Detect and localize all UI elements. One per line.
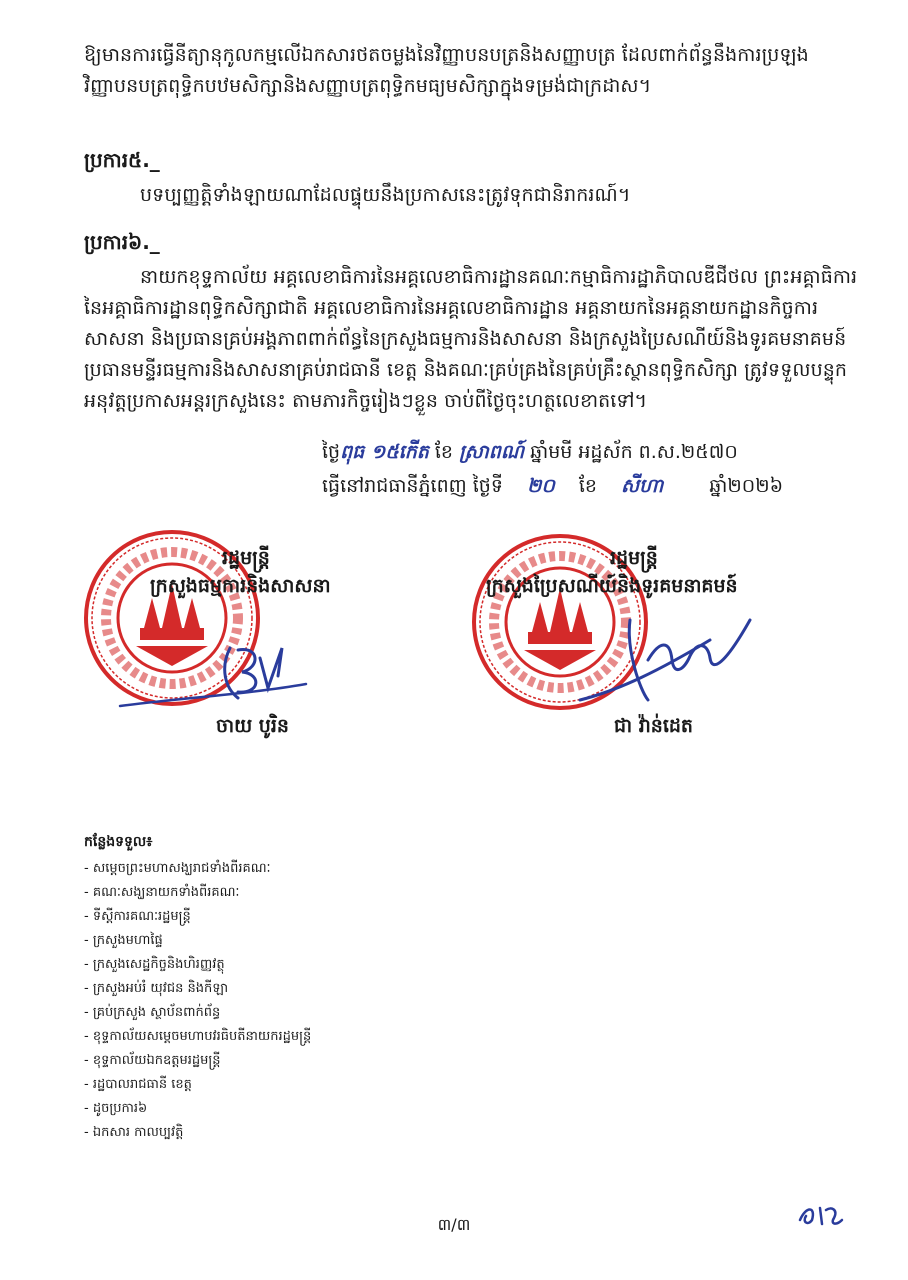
right-handwritten-signature [560,600,760,720]
lunar-year: ឆ្នាំមមី អដ្ឋស័ក ព.ស.២៥៧០ [530,441,738,463]
left-ministry-name: ក្រសួងធម្មការនិងសាសនា [150,575,331,597]
recipient-item: - ក្រសួងមហាផ្ទៃ [84,929,444,953]
recipients-list [84,832,444,1145]
recipient-item: - ដូចប្រការ៦ [84,1097,444,1121]
paragraph-continuation: ឱ្យមានការធ្វើនីត្យានុកូលកម្មលើឯកសារថតចម្លងនៃវិញ្ញាបនបត្រនិងសញ្ញាបត្រ ដែលពាក់ព័ន្ធនឹងការប្រឡងវិញ្ញាបនបត្រពុទ្ធិកបឋមសិក្សានិងសញ្ញាបត្រពុទ្ធិកមធ្យមសិក្សាក្នុងទម្រង់ជាក្រដាស។ [84,44,809,97]
left-minister-title: រដ្ឋមន្ត្រី [222,547,270,569]
solar-day-handwritten: ២០ [526,475,555,497]
recipient-item: - ទីស្ដីការគណៈរដ្ឋមន្ត្រី [84,905,444,929]
recipient-item: - គ្រប់ក្រសួង ស្ថាប័នពាក់ព័ន្ធ [84,1001,444,1025]
recipient-item: - ខុទ្ទកាល័យឯកឧត្តមរដ្ឋមន្ត្រី [84,1049,444,1073]
page-number: ៣/៣ [437,1215,471,1234]
lunar-date-line [322,440,738,468]
recipient-item: - រដ្ឋបាលរាជធានី ខេត្ត [84,1073,444,1097]
article-5-text: បទប្បញ្ញត្តិទាំងឡាយណាដែលផ្ទុយនឹងប្រកាសនេះត្រូវទុកជានិរាករណ៍។ [140,184,631,206]
recipient-item: - ក្រសួងអប់រំ យុវជន និងកីឡា [84,977,444,1001]
article-6-text: នាយកខុទ្ទកាល័យ អគ្គលេខាធិការនៃអគ្គលេខាធិការដ្ឋានគណៈកម្មាធិការដ្ឋាភិបាលឌីជីថល ព្រះអគ្គាធិការនៃអគ្គាធិការដ្ឋានពុទ្ធិកសិក្សាជាតិ អគ្គលេខាធិការនៃអគ្គលេខាធិការដ្ឋាន អគ្គនាយកនៃអគ្គនាយកដ្ឋានកិច្ចការសាសនា និងប្រធានគ្រប់អង្គភាពពាក់ព័ន្ធនៃក្រសួងធម្មការនិងសាសនា និងក្រសួងប្រៃសណីយ៍និងទូរគមនាគមន៍ ប្រធានមន្ទីរធម្មការនិងសាសនាគ្រប់រាជធានី ខេត្ត និងគណៈគ្រប់គ្រងនៃគ្រប់គ្រឹះស្ថានពុទ្ធិកសិក្សា ត្រូវទទួលបន្ទុកអនុវត្តប្រកាសអន្តរក្រសួងនេះ តាមភារកិច្ចរៀងៗខ្លួន ចាប់ពីថ្ងៃចុះហត្ថលេខាតទៅ។ [84,266,858,412]
recipient-item: - ឯកសារ កាលប្បវត្តិ [84,1121,444,1145]
solar-day-prefix: ធ្វើនៅរាជធានីភ្នំពេញ ថ្ងៃទី [322,475,503,497]
article-6-heading: ប្រការ៦._ [84,230,160,254]
solar-month-handwritten: សីហា [621,475,664,497]
lunar-day-handwritten: ពុធ ១៥កើត [340,441,429,463]
recipient-item: - ក្រសួងសេដ្ឋកិច្ចនិងហិរញ្ញវត្ថុ [84,953,444,977]
recipient-item: - សម្ដេចព្រះមហាសង្ឃរាជទាំងពីរគណៈ [84,857,444,881]
left-handwritten-signature [110,628,310,718]
recipients-title: កន្លែងទទួល៖ [84,834,153,850]
solar-month-label: ខែ [578,475,597,497]
article-5-heading: ប្រការ៥._ [84,148,160,172]
right-minister-title: រដ្ឋមន្ត្រី [610,547,658,569]
handwritten-initials [796,1200,846,1230]
lunar-month-label: ខែ [434,441,453,463]
recipient-item: - គណៈសង្ឃនាយកទាំងពីរគណៈ [84,881,444,905]
solar-year: ឆ្នាំ២០២៦ [709,475,784,497]
recipient-item: - ខុទ្ទកាល័យសម្ដេចមហាបវរធិបតីនាយករដ្ឋមន្ត្រី [84,1025,444,1049]
lunar-day-prefix: ថ្ងៃ [322,441,341,463]
solar-date-line [322,474,783,502]
lunar-month-handwritten: ស្រាពណ៍ [459,441,525,463]
right-ministry-name: ក្រសួងប្រៃសណីយ៍និងទូរគមនាគមន៍ [486,575,738,597]
right-signer-name: ជា វ៉ាន់ដេត [614,715,693,737]
left-signer-name: ចាយ បូរិន [216,715,289,737]
